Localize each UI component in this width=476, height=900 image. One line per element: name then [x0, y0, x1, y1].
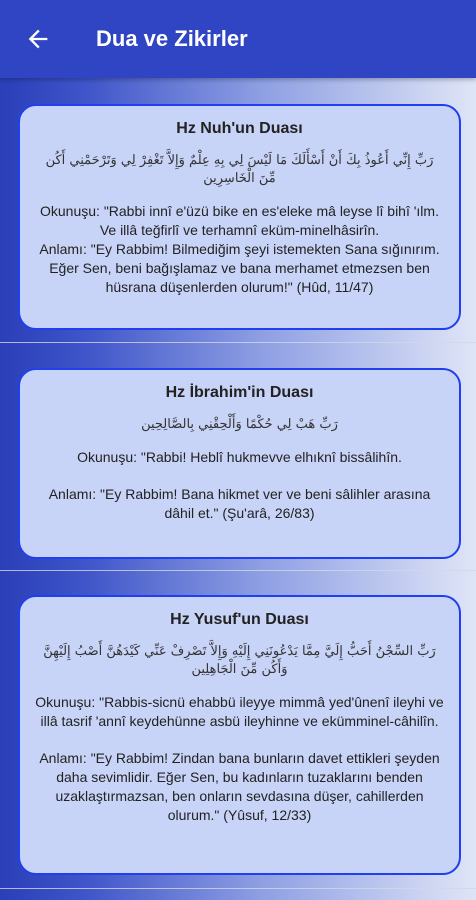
dua-card[interactable] — [18, 104, 461, 330]
dua-title: Hz Yusuf'un Duası — [170, 611, 309, 628]
dua-arabic-text: رَبِّ السِّجْنُ أَحَبُّ إِلَيَّ مِمَّا يَدْعُونَنِي إِلَيْهِ وَإِلاَّ تَصْرِفْ عَنِّي كَيْدَهُنَّ أَصْبُ إِلَيْهِنَّ وَأَكُن مِّنَ الْجَاهِلِين — [43, 644, 436, 677]
arrow-left-icon[interactable] — [24, 25, 52, 53]
dua-card[interactable] — [18, 368, 461, 559]
app-bar — [0, 0, 476, 78]
list-divider — [0, 342, 476, 343]
dua-meaning: Anlamı: "Ey Rabbim! Zindan bana bunların davet ettikleri şeyden daha sevimlidir. Eğer Sen, bu kadınların tuzaklarını benden uzaklaştırmazsan, ben onların sevdasına düşer, cahillerden olurum." (Yûsuf, 12/33) — [39, 750, 440, 823]
dua-arabic-text: رَبِّ هَبْ لِي حُكْمًا وَأَلْحِقْنِي بِالصَّالِحِين — [141, 417, 338, 432]
dua-meaning: Anlamı: "Ey Rabbim! Bana hikmet ver ve beni sâlihler arasına dâhil et." (Şu'arâ, 26/83) — [48, 486, 431, 521]
dua-card[interactable] — [18, 595, 461, 875]
dua-title: Hz Nuh'un Duası — [176, 120, 303, 137]
dua-pronunciation: Okunuşu: "Rabbis-sicnü ehabbü ileyye mimmâ yed'ûnenî ileyhi ve illâ tasrif 'annî keydehünne asbü ileyhinne ve ekümminel-câhilîn. — [35, 694, 444, 729]
dua-pronunciation: Okunuşu: "Rabbi innî e'üzü bike en es'eleke mâ leyse lî bihî 'ılm. Ve illâ teğfirlî ve terhamnî eküm-minelhâsirîn. — [40, 203, 439, 238]
dua-arabic-text: رَبِّ إِنِّي أَعُوذُ بِكَ أَنْ أَسْأَلَكَ مَا لَيْسَ لِي بِهِ عِلْمٌ وَإِلاَّ تَغْفِرْ لِي وَتَرْحَمْنِي أَكُن مِّنَ الْخَاسِرِين — [45, 153, 434, 186]
list-divider — [0, 888, 476, 889]
dua-pronunciation: Okunuşu: "Rabbi! Heblî hukmevve elhıknî bissâlihîn. — [77, 449, 402, 465]
dua-title: Hz İbrahim'in Duası — [165, 384, 314, 401]
page-title: Dua ve Zikirler — [96, 26, 248, 51]
dua-meaning: Anlamı: "Ey Rabbim! Bilmediğim şeyi istemekten Sana sığınırım. Eğer Sen, beni bağışlamaz ve bana merhamet etmezsen ben hüsrana düşenlerden olurum!" (Hûd, 11/47) — [39, 241, 440, 295]
list-divider — [0, 570, 476, 571]
